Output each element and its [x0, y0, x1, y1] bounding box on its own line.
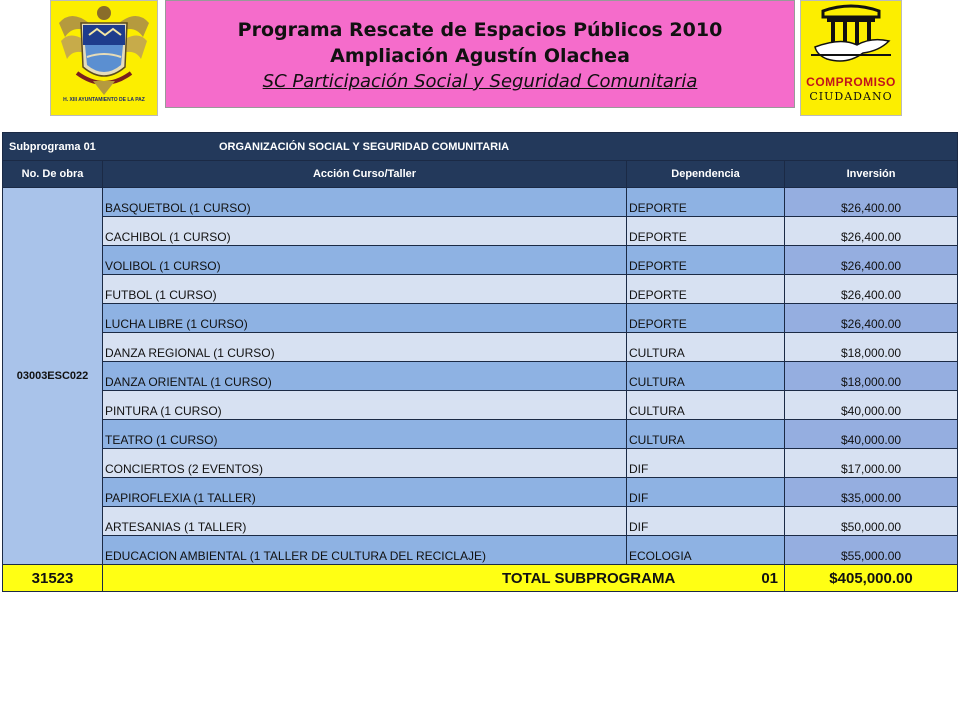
dependencia-cell: DEPORTE — [627, 246, 785, 275]
table-row — [3, 188, 958, 217]
dependencia-cell: DEPORTE — [627, 304, 785, 333]
investment-table — [2, 132, 957, 592]
dependencia-cell: CULTURA — [627, 391, 785, 420]
inversion-cell: $26,400.00 — [785, 188, 958, 217]
location-title: Ampliación Agustín Olachea — [330, 45, 630, 67]
total-amount: $405,000.00 — [785, 565, 958, 592]
inversion-cell: $26,400.00 — [785, 246, 958, 275]
table-row — [3, 507, 958, 536]
subprogram-subtitle: SC Participación Social y Seguridad Comunitaria — [262, 71, 698, 92]
dependencia-cell: DEPORTE — [627, 275, 785, 304]
column-header-inversion: Inversión — [785, 161, 958, 188]
dependencia-cell: DEPORTE — [627, 188, 785, 217]
inversion-cell: $35,000.00 — [785, 478, 958, 507]
table-row — [3, 478, 958, 507]
table-row — [3, 449, 958, 478]
column-header-accion: Acción Curso/Taller — [103, 161, 627, 188]
inversion-cell: $18,000.00 — [785, 333, 958, 362]
accion-cell: VOLIBOL (1 CURSO) — [103, 246, 627, 275]
inversion-cell: $26,400.00 — [785, 217, 958, 246]
column-header-row — [3, 161, 958, 188]
table-row — [3, 391, 958, 420]
table-row — [3, 217, 958, 246]
dependencia-cell: DIF — [627, 507, 785, 536]
inversion-cell: $55,000.00 — [785, 536, 958, 565]
accion-cell: FUTBOL (1 CURSO) — [103, 275, 627, 304]
logo-text-ciudadano: CIUDADANO — [809, 90, 893, 103]
table-row — [3, 362, 958, 391]
table-row — [3, 275, 958, 304]
inversion-cell: $26,400.00 — [785, 275, 958, 304]
dependencia-cell: CULTURA — [627, 333, 785, 362]
accion-cell: CACHIBOL (1 CURSO) — [103, 217, 627, 246]
accion-cell: DANZA ORIENTAL (1 CURSO) — [103, 362, 627, 391]
obra-number-cell: 03003ESC022 — [3, 188, 103, 565]
inversion-cell: $18,000.00 — [785, 362, 958, 391]
total-label: TOTAL SUBPROGRAMA — [501, 569, 676, 587]
total-obra-number: 31523 — [3, 565, 103, 592]
dependencia-cell: CULTURA — [627, 362, 785, 391]
inversion-cell: $26,400.00 — [785, 304, 958, 333]
column-header-dependencia: Dependencia — [627, 161, 785, 188]
dependencia-cell: DIF — [627, 478, 785, 507]
accion-cell: LUCHA LIBRE (1 CURSO) — [103, 304, 627, 333]
table-row — [3, 420, 958, 449]
program-title: Programa Rescate de Espacios Públicos 2010 — [237, 19, 723, 41]
accion-cell: TEATRO (1 CURSO) — [103, 420, 627, 449]
accion-cell: ARTESANIAS (1 TALLER) — [103, 507, 627, 536]
subprogram-header-row — [3, 133, 958, 161]
dependencia-cell: CULTURA — [627, 420, 785, 449]
subprogram-label: Subprograma 01 — [9, 140, 96, 153]
kiosk-dove-icon — [801, 3, 901, 73]
column-header-obra: No. De obra — [3, 161, 103, 188]
accion-cell: BASQUETBOL (1 CURSO) — [103, 188, 627, 217]
table-row — [3, 536, 958, 565]
inversion-cell: $50,000.00 — [785, 507, 958, 536]
table-row — [3, 333, 958, 362]
municipal-coat-of-arms-logo — [50, 0, 158, 116]
accion-cell: PINTURA (1 CURSO) — [103, 391, 627, 420]
compromiso-ciudadano-logo — [800, 0, 902, 116]
table-row — [3, 246, 958, 275]
total-row — [3, 565, 958, 592]
logo-caption: H. XIII AYUNTAMIENTO DE LA PAZ — [63, 97, 145, 103]
accion-cell: PAPIROFLEXIA (1 TALLER) — [103, 478, 627, 507]
dependencia-cell: DEPORTE — [627, 217, 785, 246]
accion-cell: CONCIERTOS (2 EVENTOS) — [103, 449, 627, 478]
inversion-cell: $40,000.00 — [785, 391, 958, 420]
inversion-cell: $40,000.00 — [785, 420, 958, 449]
table-row — [3, 304, 958, 333]
subprogram-name: ORGANIZACIÓN SOCIAL Y SEGURIDAD COMUNITARIA — [219, 140, 510, 153]
total-subprogram-number: 01 — [761, 569, 778, 587]
dependencia-cell: DIF — [627, 449, 785, 478]
accion-cell: DANZA REGIONAL (1 CURSO) — [103, 333, 627, 362]
accion-cell: EDUCACION AMBIENTAL (1 TALLER DE CULTURA DEL RECICLAJE) — [103, 536, 627, 565]
dependencia-cell: ECOLOGIA — [627, 536, 785, 565]
title-banner — [165, 0, 795, 108]
logo-text-compromiso: COMPROMISO — [806, 75, 896, 89]
inversion-cell: $17,000.00 — [785, 449, 958, 478]
